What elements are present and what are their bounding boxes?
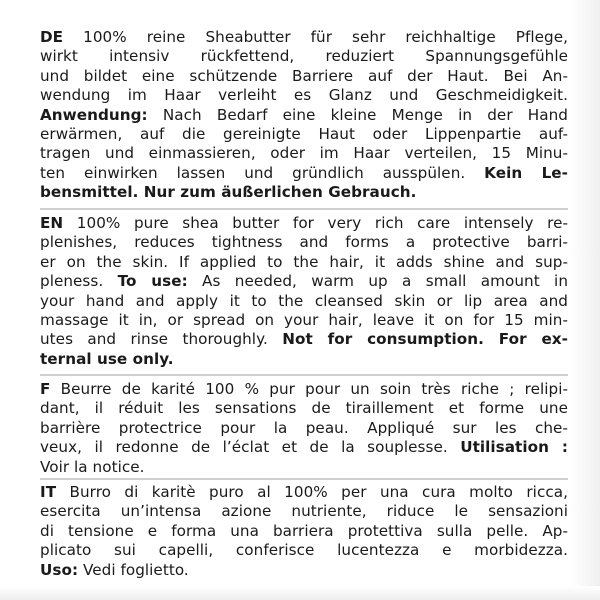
- text-line: [40, 350, 568, 369]
- text-run: utes and rinse thoroughly.: [40, 330, 283, 349]
- section-divider: [40, 374, 568, 376]
- text-run: your hand and apply it to the cleansed skin or lip area and: [40, 291, 568, 310]
- bold-text-run: Not for consumption. For ex-: [282, 330, 568, 349]
- text-run: di tensione e forma una barriera protettiva sulla pelle. Ap-: [40, 521, 568, 540]
- text-line: [40, 183, 568, 202]
- text-line: [40, 399, 568, 418]
- section-divider: [40, 208, 568, 210]
- text-run: er on the skin. If applied to the hair, it adds shine and sup-: [40, 252, 568, 271]
- bold-text-run: ternal use only.: [40, 349, 174, 368]
- text-line: [40, 502, 568, 521]
- text-run: 100% pure shea butter for very rich care intensely re-: [63, 214, 568, 232]
- text-run: Vedi foglietto.: [78, 560, 189, 579]
- section-divider: [40, 478, 568, 480]
- text-run: pleness.: [40, 272, 118, 291]
- package-bottom-edge: [0, 586, 600, 600]
- bold-text-run: To use:: [117, 272, 188, 291]
- text-run: tragen und einmassieren, oder im Haar verteilen, 15 Minu-: [40, 144, 568, 163]
- bold-text-run: DE: [40, 28, 64, 46]
- english-text-block: [40, 214, 568, 369]
- text-line: [40, 311, 568, 330]
- text-run: wendung im Haar verleiht es Glanz und Geschmeidigkeit.: [40, 86, 568, 105]
- text-line: [40, 419, 568, 438]
- text-run: veux, il redonne de l’éclat et de la souplesse.: [40, 438, 461, 457]
- text-line: [40, 330, 568, 349]
- german-text-block: [40, 28, 568, 203]
- text-run: plicato sui capelli, conferisce lucentezza e morbidezza.: [40, 541, 568, 560]
- text-run: wirkt intensiv rückfettend, reduziert Spannungsgefühle: [40, 47, 568, 66]
- text-run: und bildet eine schützende Barriere auf der Haut. Bei An-: [40, 66, 568, 85]
- bold-text-run: Kein Le-: [484, 163, 568, 182]
- text-run: Nach Bedarf eine kleine Menge in der Hand: [147, 105, 568, 124]
- bold-text-run: IT: [40, 483, 57, 501]
- bold-text-run: Anwendung:: [40, 105, 148, 124]
- bold-text-run: EN: [40, 214, 64, 232]
- text-run: ten einwirken lassen und gründlich ausspülen.: [40, 163, 485, 182]
- text-line: [40, 483, 568, 502]
- package-edge-shadow: [570, 0, 600, 600]
- text-line: [40, 272, 568, 291]
- bold-text-run: bensmittel. Nur zum äußerlichen Gebrauch.: [40, 183, 417, 202]
- text-run: 100% reine Sheabutter für sehr reichhaltige Pflege,: [63, 28, 568, 46]
- text-line: [40, 214, 568, 233]
- text-line: [40, 144, 568, 163]
- text-line: [40, 438, 568, 457]
- text-line: [40, 292, 568, 311]
- bold-text-run: Utilisation :: [460, 438, 568, 457]
- text-line: [40, 522, 568, 541]
- text-line: [40, 67, 568, 86]
- bold-text-run: F: [40, 380, 51, 398]
- text-run: erwärmen, auf die gereinigte Haut oder Lippenpartie auf-: [40, 125, 568, 144]
- text-run: Beurre de karité 100 % pur pour un soin très riche ; relipi-: [50, 380, 568, 398]
- text-run: plenishes, reduces tightness and forms a protective barri-: [40, 233, 568, 252]
- text-line: [40, 233, 568, 252]
- text-line: [40, 561, 568, 580]
- text-run: Burro di karitè puro al 100% per una cura molto ricca,: [56, 483, 568, 501]
- text-line: [40, 380, 568, 399]
- text-run: barrière protectrice pour la peau. Appliqué sur les che-: [40, 418, 568, 437]
- text-run: esercita un’intensa azione nutriente, riduce le sensazioni: [40, 502, 568, 521]
- text-line: [40, 86, 568, 105]
- text-line: [40, 164, 568, 183]
- bold-text-run: Uso:: [40, 560, 79, 579]
- text-line: [40, 125, 568, 144]
- french-text-block: [40, 380, 568, 477]
- italian-text-block: [40, 483, 568, 580]
- text-line: [40, 47, 568, 66]
- text-line: [40, 28, 568, 47]
- text-run: dant, il réduit les sensations de tiraillement et forme une: [40, 399, 568, 418]
- text-run: massage it in, or spread on your hair, leave it on for 15 min-: [40, 311, 568, 330]
- text-run: Voir la notice.: [40, 457, 145, 476]
- text-line: [40, 458, 568, 477]
- text-line: [40, 106, 568, 125]
- text-line: [40, 541, 568, 560]
- text-line: [40, 253, 568, 272]
- text-run: As needed, warm up a small amount in: [187, 272, 568, 291]
